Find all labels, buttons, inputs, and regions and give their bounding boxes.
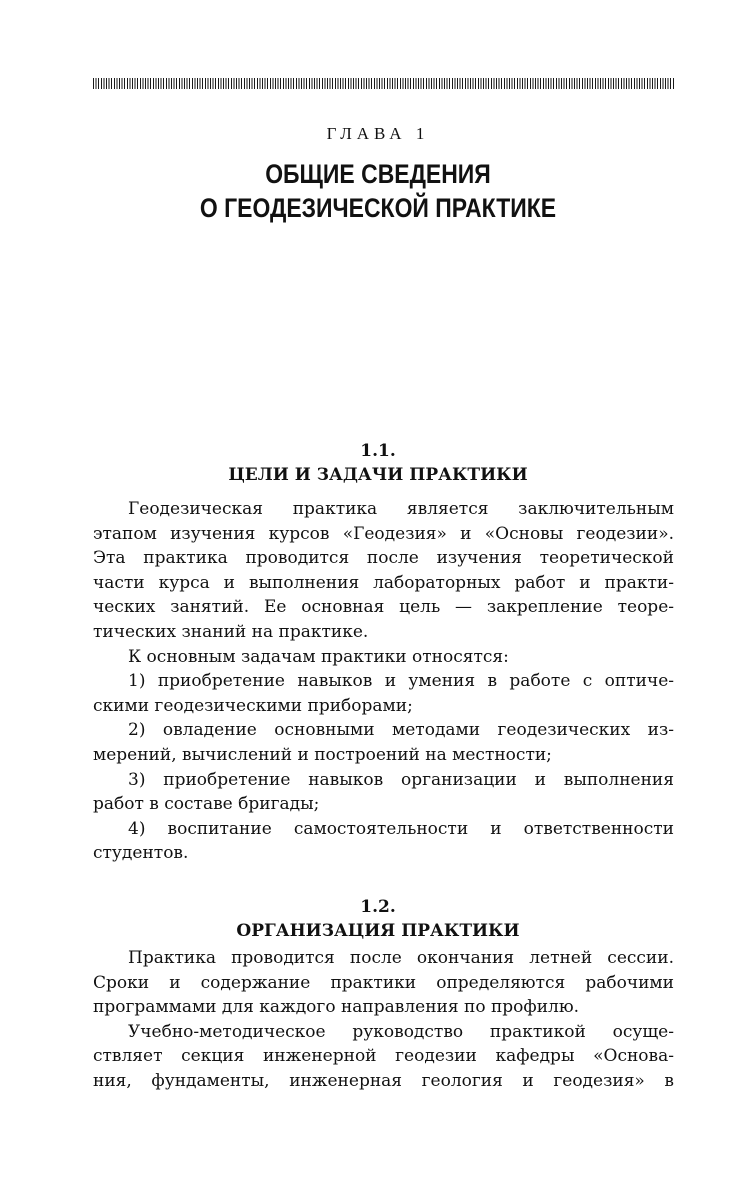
chapter-title [57,157,700,225]
list-item-line: мерений, вычислений и построений на местности; [93,744,552,765]
decorative-header-rule [93,78,674,89]
section-body-1-1 [93,497,674,866]
section-heading-1-2 [0,895,756,943]
paragraph-line: Геодезическая практика является заключительным [128,499,674,519]
section-body-1-2 [93,946,674,1094]
section-title: ОРГАНИЗАЦИЯ ПРАКТИКИ [236,921,520,941]
paragraph-line: Эта практика проводится после изучения теоретической [93,548,674,569]
paragraph-line: Учебно-методическое руководство практикой осуще- [128,1021,674,1042]
paragraph-line: тических знаний на практике. [93,621,369,642]
section-number: 1.1. [360,441,396,461]
section-title: ЦЕЛИ И ЗАДАЧИ ПРАКТИКИ [228,465,528,485]
chapter-title-line: О ГЕОДЕЗИЧЕСКОЙ ПРАКТИКЕ [199,193,557,223]
list-item-line: 4) воспитание самостоятельности и ответственности [128,818,674,839]
paragraph-line: К основным задачам практики относятся: [128,646,509,667]
paragraph-line: Практика проводится после окончания летней сессии. [128,948,674,968]
paragraph-line: Сроки и содержание практики определяются рабочими [93,972,674,993]
paragraph-line: ния, фундаменты, инженерная геология и геодезия» в [93,1070,674,1091]
list-item-line: работ в составе бригады; [93,794,320,815]
section-heading-1-1 [0,439,756,487]
list-item-line: 3) приобретение навыков организации и выполнения [128,769,674,790]
paragraph-line: ствляет секция инженерной геодезии кафедры «Основа- [93,1046,674,1067]
paragraph-line: этапом изучения курсов «Геодезия» и «Основы геодезии». [93,523,674,544]
paragraph-line: ческих занятий. Ее основная цель — закрепление теоре- [93,597,674,618]
chapter-title-line: ОБЩИЕ СВЕДЕНИЯ [265,159,491,189]
paragraph-line: части курса и выполнения лабораторных работ и практи- [93,572,674,593]
list-item-line: 1) приобретение навыков и умения в работе с оптиче- [128,671,674,692]
list-item-line: студентов. [93,843,189,864]
paragraph-line: программами для каждого направления по профилю. [93,997,580,1018]
chapter-label: ГЛАВА 1 [326,124,430,143]
section-number: 1.2. [360,897,396,917]
list-item-line: 2) овладение основными методами геодезических из- [128,720,674,741]
list-item-line: скими геодезическими приборами; [93,695,413,716]
